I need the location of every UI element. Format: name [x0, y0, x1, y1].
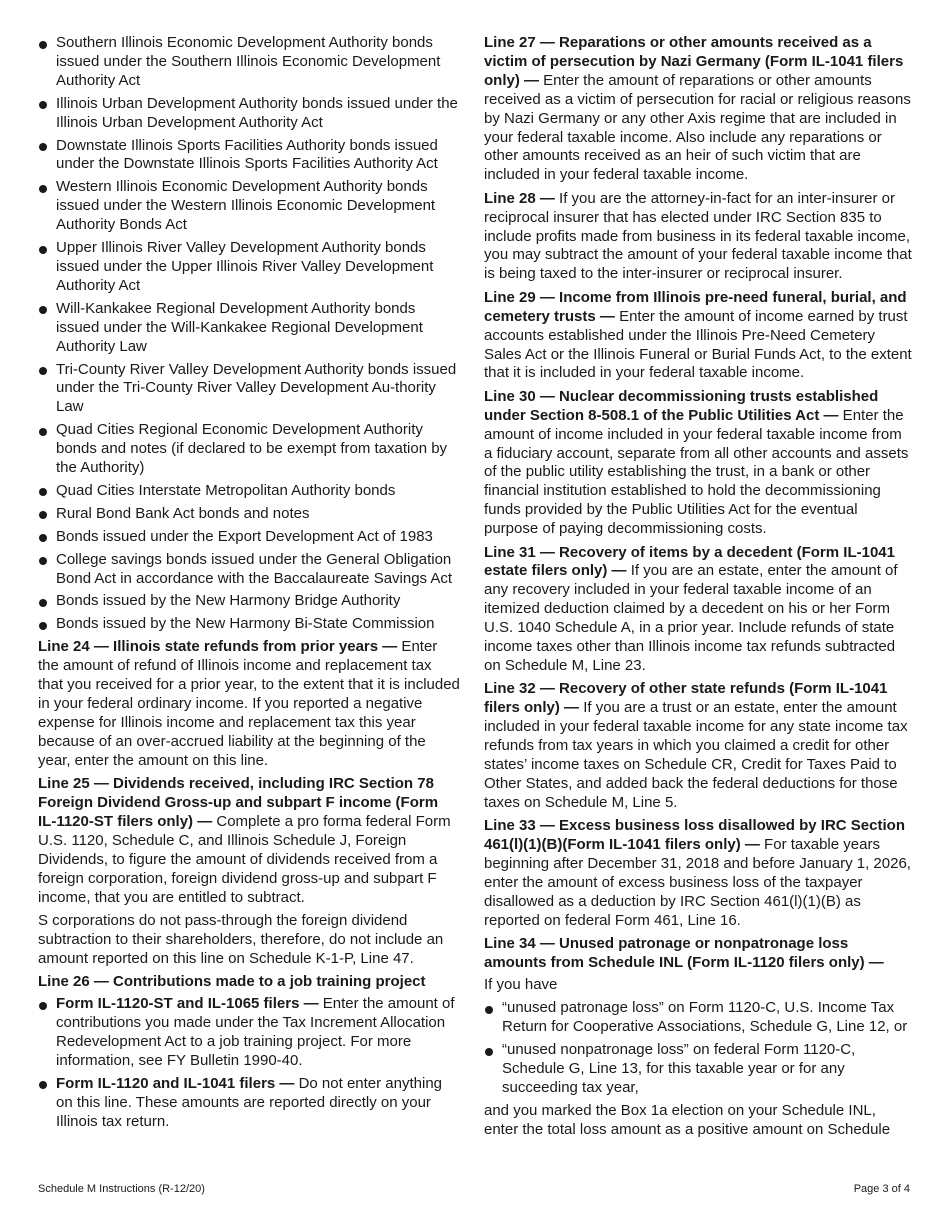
line-28-text: If you are the attorney-in-fact for an inter-insurer or reciprocal insurer that has elected under IRC Section 835 to include profits made from business in its federal taxable income, you may subtract the amount of your federal taxable income that is being taxed to the inter-insurer or reciprocal insurer. — [484, 189, 912, 283]
list-item: “unused patronage loss” on Form 1120-C, U.S. Income Tax Return for Cooperative Associations, Schedule G, Line 12, or — [484, 999, 912, 1037]
list-item: Quad Cities Regional Economic Development Authority bonds and notes (if declared to be exempt from taxation by the Authority) — [38, 421, 460, 478]
list-item: Illinois Urban Development Authority bonds issued under the Illinois Urban Development Authority Act — [38, 95, 460, 133]
line-34-closing: and you marked the Box 1a election on your Schedule INL, enter the total loss amount as a positive amount on Schedule — [484, 1101, 891, 1138]
line-31-paragraph — [484, 544, 912, 676]
line-25-paragraph — [38, 775, 460, 907]
line-30-heading: Line 30 — Nuclear decommissioning trusts established under Section 8-508.1 of the Public Utilities Act — — [484, 387, 879, 424]
list-item: “unused nonpatronage loss” on federal Form 1120-C, Schedule G, Line 13, for this taxable year or for any succeeding tax year, — [484, 1041, 912, 1098]
line-26-item-heading: Form IL-1120-ST and IL-1065 filers — — [56, 995, 319, 1013]
line-32-text: If you are a trust or an estate, enter the amount included in your federal taxable income for any state income tax refunds from tax years in which you claimed a credit for other states’ income taxes on Schedule CR, Credit for Taxes Paid to Other States, and added back the federal deductions for those taxes on Schedule M, Line 5. — [484, 699, 908, 811]
line-25-heading: Line 25 — Dividends received, including IRC Section 78 Foreign Dividend Gross-up and subpart F income (Form IL-1120-ST filers only) — — [38, 775, 439, 830]
footer-page-number: Page 3 of 4 — [853, 1183, 910, 1195]
list-item: Rural Bond Bank Act bonds and notes — [38, 505, 460, 524]
line-25-note: S corporations do not pass-through the foreign dividend subtraction to their shareholders, therefore, do not include an amount reported on this line on Schedule K-1-P, Line 47. — [38, 911, 444, 967]
line-26-item-heading: Form IL-1120 and IL-1041 filers — — [56, 1074, 295, 1092]
line-34-intro: If you have — [484, 976, 558, 993]
line-31-text: If you are an estate, enter the amount of any recovery included in your federal taxable income of an itemized deduction claimed by a decedent on his or her Form U.S. 1040 Schedule A, in a prior year. Include refunds of state income taxes other than Illinois income tax refunds subtracted on Schedule M, Line 23. — [484, 562, 898, 674]
line-34-heading: Line 34 — Unused patronage or nonpatronage loss amounts from Schedule INL (Form IL-1120 filers only) — — [484, 935, 884, 972]
line-33-text: For taxable years beginning after December 31, 2018 and before January 1, 2026, enter the amount of excess business loss of the taxpayer disallowed as a deduction by IRC Section 461(l)(1)(B) as reported on federal Form 461, Line 16. — [484, 836, 911, 929]
line-24-text: Enter the amount of refund of Illinois income and replacement tax that you received for a prior year, to the extent that it is included in your federal ordinary income. If you reported a negative expense for Illinois income and replacement tax this year because of an over-accrued liability at the beginning of the year, enter the amount on this line. — [38, 638, 460, 769]
line-26-heading: Line 26 — Contributions made to a job training project — [38, 973, 426, 991]
left-column — [38, 34, 460, 1135]
line-32-paragraph — [484, 680, 912, 812]
list-item: Bonds issued by the New Harmony Bridge Authority — [38, 592, 460, 611]
line-30-paragraph — [484, 388, 912, 539]
list-item — [38, 1075, 460, 1132]
line-31-heading: Line 31 — Recovery of items by a decedent (Form IL-1041 estate filers only) — — [484, 543, 895, 580]
list-item: Upper Illinois River Valley Development Authority bonds issued under the Upper Illinois River Valley Development Authority Act — [38, 239, 460, 296]
line-33-paragraph — [484, 817, 912, 930]
line-26-list — [38, 995, 460, 1131]
line-32-heading: Line 32 — Recovery of other state refunds (Form IL-1041 filers only) — — [484, 680, 888, 717]
line-24-paragraph — [38, 638, 460, 770]
line-27-text: Enter the amount of reparations or other amounts received as a victim of persecution for racial or religious reasons by Nazi Germany or any other Axis regime that are included in your federal taxable income. Also include any reparations or other amounts received as an heir of such victim that are included in your federal taxable income. — [484, 71, 911, 184]
line-33-heading: Line 33 — Excess business loss disallowed by IRC Section 461(l)(1)(B)(Form IL-1041 filers only) — — [484, 817, 905, 854]
line-28-heading: Line 28 — — [484, 189, 555, 207]
line-29-text: Enter the amount of income earned by trust accounts established under the Illinois Pre-Need Cemetery Sales Act or the Illinois Funeral or Burial Funds Act, to the extent that it is included in your federal taxable income. — [484, 307, 912, 382]
line-27-heading: Line 27 — Reparations or other amounts received as a victim of persecution by Nazi Germany (Form IL-1041 filers only) — — [484, 34, 904, 89]
line-29-heading: Line 29 — Income from Illinois pre-need funeral, burial, and cemetery trusts — — [484, 288, 907, 325]
list-item: Bonds issued by the New Harmony Bi-State Commission — [38, 615, 460, 634]
line-26-item-text: Enter the amount of contributions you made under the Tax Increment Allocation Redevelopment Act to a job training project. For more information, see FY Bulletin 1990-40. — [56, 995, 455, 1069]
exempt-bonds-list — [38, 34, 460, 634]
list-item: Southern Illinois Economic Development Authority bonds issued under the Southern Illinois Economic Development Authority Act — [38, 34, 460, 91]
line-27-paragraph — [484, 34, 912, 185]
line-29-paragraph — [484, 289, 912, 384]
list-item: College savings bonds issued under the General Obligation Bond Act in accordance with the Baccalaureate Savings Act — [38, 551, 460, 589]
list-item: Bonds issued under the Export Development Act of 1983 — [38, 528, 460, 547]
line-28-paragraph — [484, 190, 912, 285]
list-item: Quad Cities Interstate Metropolitan Authority bonds — [38, 482, 460, 501]
right-column — [484, 34, 912, 1144]
list-item — [38, 995, 460, 1071]
list-item: Will-Kankakee Regional Development Authority bonds issued under the Will-Kankakee Regional Development Authority Law — [38, 300, 460, 357]
line-25-text: Complete a pro forma federal Form U.S. 1120, Schedule C, and Illinois Schedule J, Foreign Dividends, to figure the amount of dividends received from a foreign corporation, foreign dividend gross-up and subpart F income, that you are entitled to subtract. — [38, 812, 451, 906]
list-item: Downstate Illinois Sports Facilities Authority bonds issued under the Downstate Illinois Sports Facilities Authority Act — [38, 137, 460, 175]
footer-form-id: Schedule M Instructions (R-12/20) — [38, 1183, 205, 1195]
list-item: Tri-County River Valley Development Authority bonds issued under the Tri-County River Valley Development Au-thority Law — [38, 361, 460, 418]
line-24-heading: Line 24 — Illinois state refunds from prior years — — [38, 638, 398, 656]
line-30-text: Enter the amount of income included in your federal taxable income from a fiduciary account, separate from all other accounts and assets of the public utility establishing the trust, in a bank or other financial institution established to hold the decommissioning funds provided by the Public Utilities Act for the eventual purpose of paying decommissioning costs. — [484, 406, 909, 538]
line-26-item-text: Do not enter anything on this line. These amounts are reported directly on your Illinois tax return. — [56, 1074, 443, 1130]
list-item: Western Illinois Economic Development Authority bonds issued under the Western Illinois Economic Development Authority Bonds Act — [38, 178, 460, 235]
line-34-list — [484, 999, 912, 1098]
